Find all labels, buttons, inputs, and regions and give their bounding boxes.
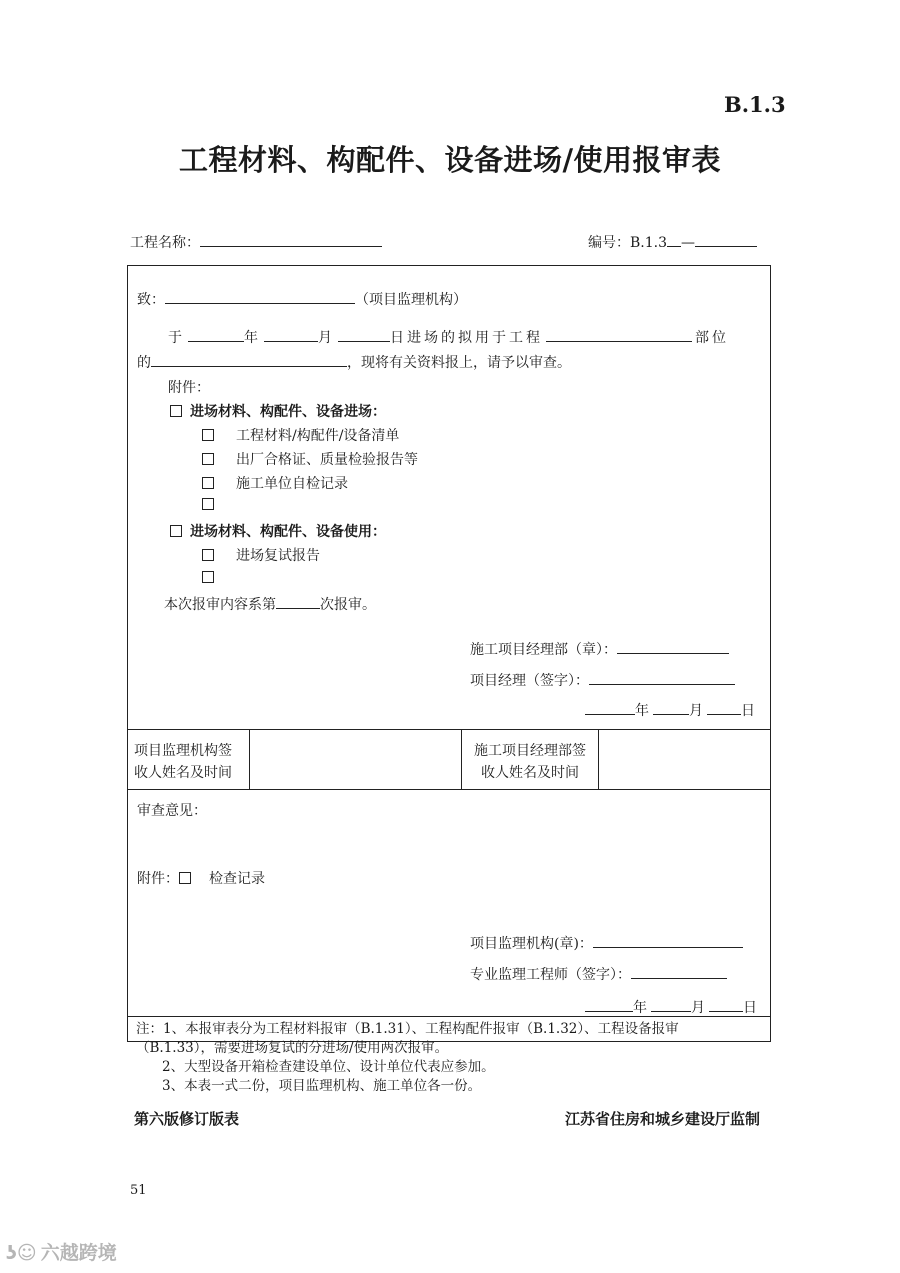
project-name-row <box>130 232 382 252</box>
note-line-1: 注：1、本报审表分为工程材料报审（B.1.31）、工程构配件报审（B.1.32）、工程设备报审 <box>136 1021 679 1037</box>
group2-item-2 <box>202 570 236 586</box>
review-engineer-field[interactable] <box>631 964 727 979</box>
group1-checkbox[interactable] <box>170 405 182 417</box>
part-text: 部位 <box>695 330 729 346</box>
review-attach-item: 检查记录 <box>209 871 265 887</box>
page-number: 51 <box>130 1183 147 1198</box>
entry-month-field[interactable] <box>264 327 318 342</box>
group2-checkbox[interactable] <box>170 525 182 537</box>
contractor-manager-field[interactable] <box>589 670 735 685</box>
group1-item-1-label: 工程材料/构配件/设备清单 <box>236 428 400 444</box>
review-engineer-label: 专业监理工程师（签字）： <box>470 967 631 983</box>
to-row <box>137 289 467 309</box>
contractor-year-field[interactable] <box>585 700 635 715</box>
watermark <box>6 1238 117 1265</box>
divider-receipt-bottom <box>127 789 771 790</box>
divider-receipt-top <box>127 729 771 730</box>
review-opinion-label: 审查意见： <box>137 803 207 819</box>
review-engineer-row <box>470 964 727 984</box>
form-number-label: 编号：B.1.3 <box>588 235 668 251</box>
group1-item-2-label: 出厂合格证、质量检验报告等 <box>236 452 418 468</box>
note-line-4: 3、本表一式二份，项目监理机构、施工单位各一份。 <box>162 1078 482 1094</box>
contractor-day-text: 日 <box>741 703 755 719</box>
project-field[interactable] <box>546 327 692 342</box>
divider-col-1 <box>249 729 250 789</box>
group1-item-2 <box>202 449 418 469</box>
contractor-manager-label: 项目经理（签字）： <box>470 673 589 689</box>
yu-text: 于 <box>168 330 182 346</box>
group1-item-3-label: 施工单位自检记录 <box>236 476 348 492</box>
form-title: 工程材料、构配件、设备进场/使用报审表 <box>178 143 722 177</box>
attachments-label: 附件： <box>168 380 210 396</box>
times-suffix: 次报审。 <box>320 597 376 613</box>
footer-issuer: 江苏省住房和城乡建设厅监制 <box>565 1110 761 1128</box>
contractor-dept-field[interactable] <box>617 639 729 654</box>
contractor-manager-row <box>470 670 735 690</box>
group1-item-1-checkbox[interactable] <box>202 429 214 441</box>
group2-item-1-label: 进场复试报告 <box>236 548 320 564</box>
group1-item-4 <box>202 497 236 513</box>
year-text: 年 <box>244 330 258 346</box>
project-name-field[interactable] <box>200 232 382 247</box>
group1-row <box>170 401 386 421</box>
group1-item-4-checkbox[interactable] <box>202 498 214 510</box>
month-text: 月 <box>318 330 332 346</box>
divider-col-3 <box>598 729 599 789</box>
group2-item-1 <box>202 545 320 565</box>
contractor-receipt-label <box>464 740 596 784</box>
contractor-receipt-field[interactable] <box>600 731 768 787</box>
review-day-field[interactable] <box>709 997 743 1012</box>
contractor-receipt-line-2: 收人姓名及时间 <box>481 765 579 781</box>
contractor-date-row <box>585 700 755 720</box>
contractor-year-text: 年 <box>635 703 649 719</box>
review-attach-label: 附件： <box>137 871 179 887</box>
supervisor-receipt-line-2: 收人姓名及时间 <box>134 765 232 781</box>
entry-line-2 <box>137 352 571 372</box>
contractor-month-field[interactable] <box>653 700 689 715</box>
group1-item-2-checkbox[interactable] <box>202 453 214 465</box>
group1-item-3 <box>202 473 348 493</box>
review-opinion-field[interactable] <box>137 822 757 862</box>
group1-title: 进场材料、构配件、设备进场： <box>190 404 386 420</box>
footer-version: 第六版修订版表 <box>134 1110 240 1128</box>
entry-day-field[interactable] <box>338 327 390 342</box>
review-month-text: 月 <box>691 1000 705 1016</box>
watermark-text: 六越跨境 <box>40 1242 117 1264</box>
day-text: 日进场的拟用于工程 <box>390 330 543 346</box>
times-field[interactable] <box>276 594 320 609</box>
times-row <box>164 594 376 614</box>
review-year-text: 年 <box>633 1000 647 1016</box>
divider-col-2 <box>461 729 462 789</box>
review-org-field[interactable] <box>593 933 743 948</box>
form-number-field-2[interactable] <box>695 232 757 247</box>
form-number-field-1[interactable] <box>667 232 681 247</box>
supervisor-receipt-line-1: 项目监理机构签 <box>134 743 232 759</box>
location-field[interactable] <box>151 352 347 367</box>
project-name-label: 工程名称： <box>130 235 200 251</box>
to-field[interactable] <box>165 289 355 304</box>
group1-item-1 <box>202 425 399 445</box>
review-attach-checkbox[interactable] <box>179 872 191 884</box>
note-line-3: 2、大型设备开箱检查建设单位、设计单位代表应参加。 <box>162 1059 495 1075</box>
times-prefix: 本次报审内容系第 <box>164 597 276 613</box>
entry-year-field[interactable] <box>188 327 244 342</box>
group1-item-3-checkbox[interactable] <box>202 477 214 489</box>
contractor-day-field[interactable] <box>707 700 741 715</box>
form-number-row <box>588 232 757 252</box>
contractor-month-text: 月 <box>689 703 703 719</box>
to-suffix: （项目监理机构） <box>355 292 467 308</box>
note-line-2: （B.1.33），需要进场复试的分进场/使用两次报审。 <box>136 1040 449 1056</box>
entry-line-1 <box>168 327 729 347</box>
submit-text: ，现将有关资料报上，请予以审查。 <box>347 355 571 371</box>
review-date-row <box>585 997 757 1017</box>
review-attach-row <box>137 868 265 888</box>
watermark-logo-icon: ʖ☺ <box>6 1242 37 1264</box>
form-number-dash: — <box>681 235 696 251</box>
review-org-row <box>470 933 743 953</box>
review-year-field[interactable] <box>585 997 633 1012</box>
contractor-dept-row <box>470 639 729 659</box>
supervisor-receipt-field[interactable] <box>251 731 459 787</box>
supervisor-receipt-label <box>134 740 232 784</box>
review-day-text: 日 <box>743 1000 757 1016</box>
de-text: 的 <box>137 355 151 371</box>
contractor-receipt-line-1: 施工项目经理部签 <box>474 743 586 759</box>
to-label: 致： <box>137 292 165 308</box>
review-org-label: 项目监理机构(章)： <box>470 936 593 952</box>
group2-item-2-checkbox[interactable] <box>202 571 214 583</box>
group2-title: 进场材料、构配件、设备使用： <box>190 524 386 540</box>
review-month-field[interactable] <box>651 997 691 1012</box>
contractor-dept-label: 施工项目经理部（章）： <box>470 642 617 658</box>
form-code: B.1.3 <box>724 92 786 117</box>
group2-item-1-checkbox[interactable] <box>202 549 214 561</box>
notes-block <box>136 1020 679 1096</box>
group2-row <box>170 521 386 541</box>
